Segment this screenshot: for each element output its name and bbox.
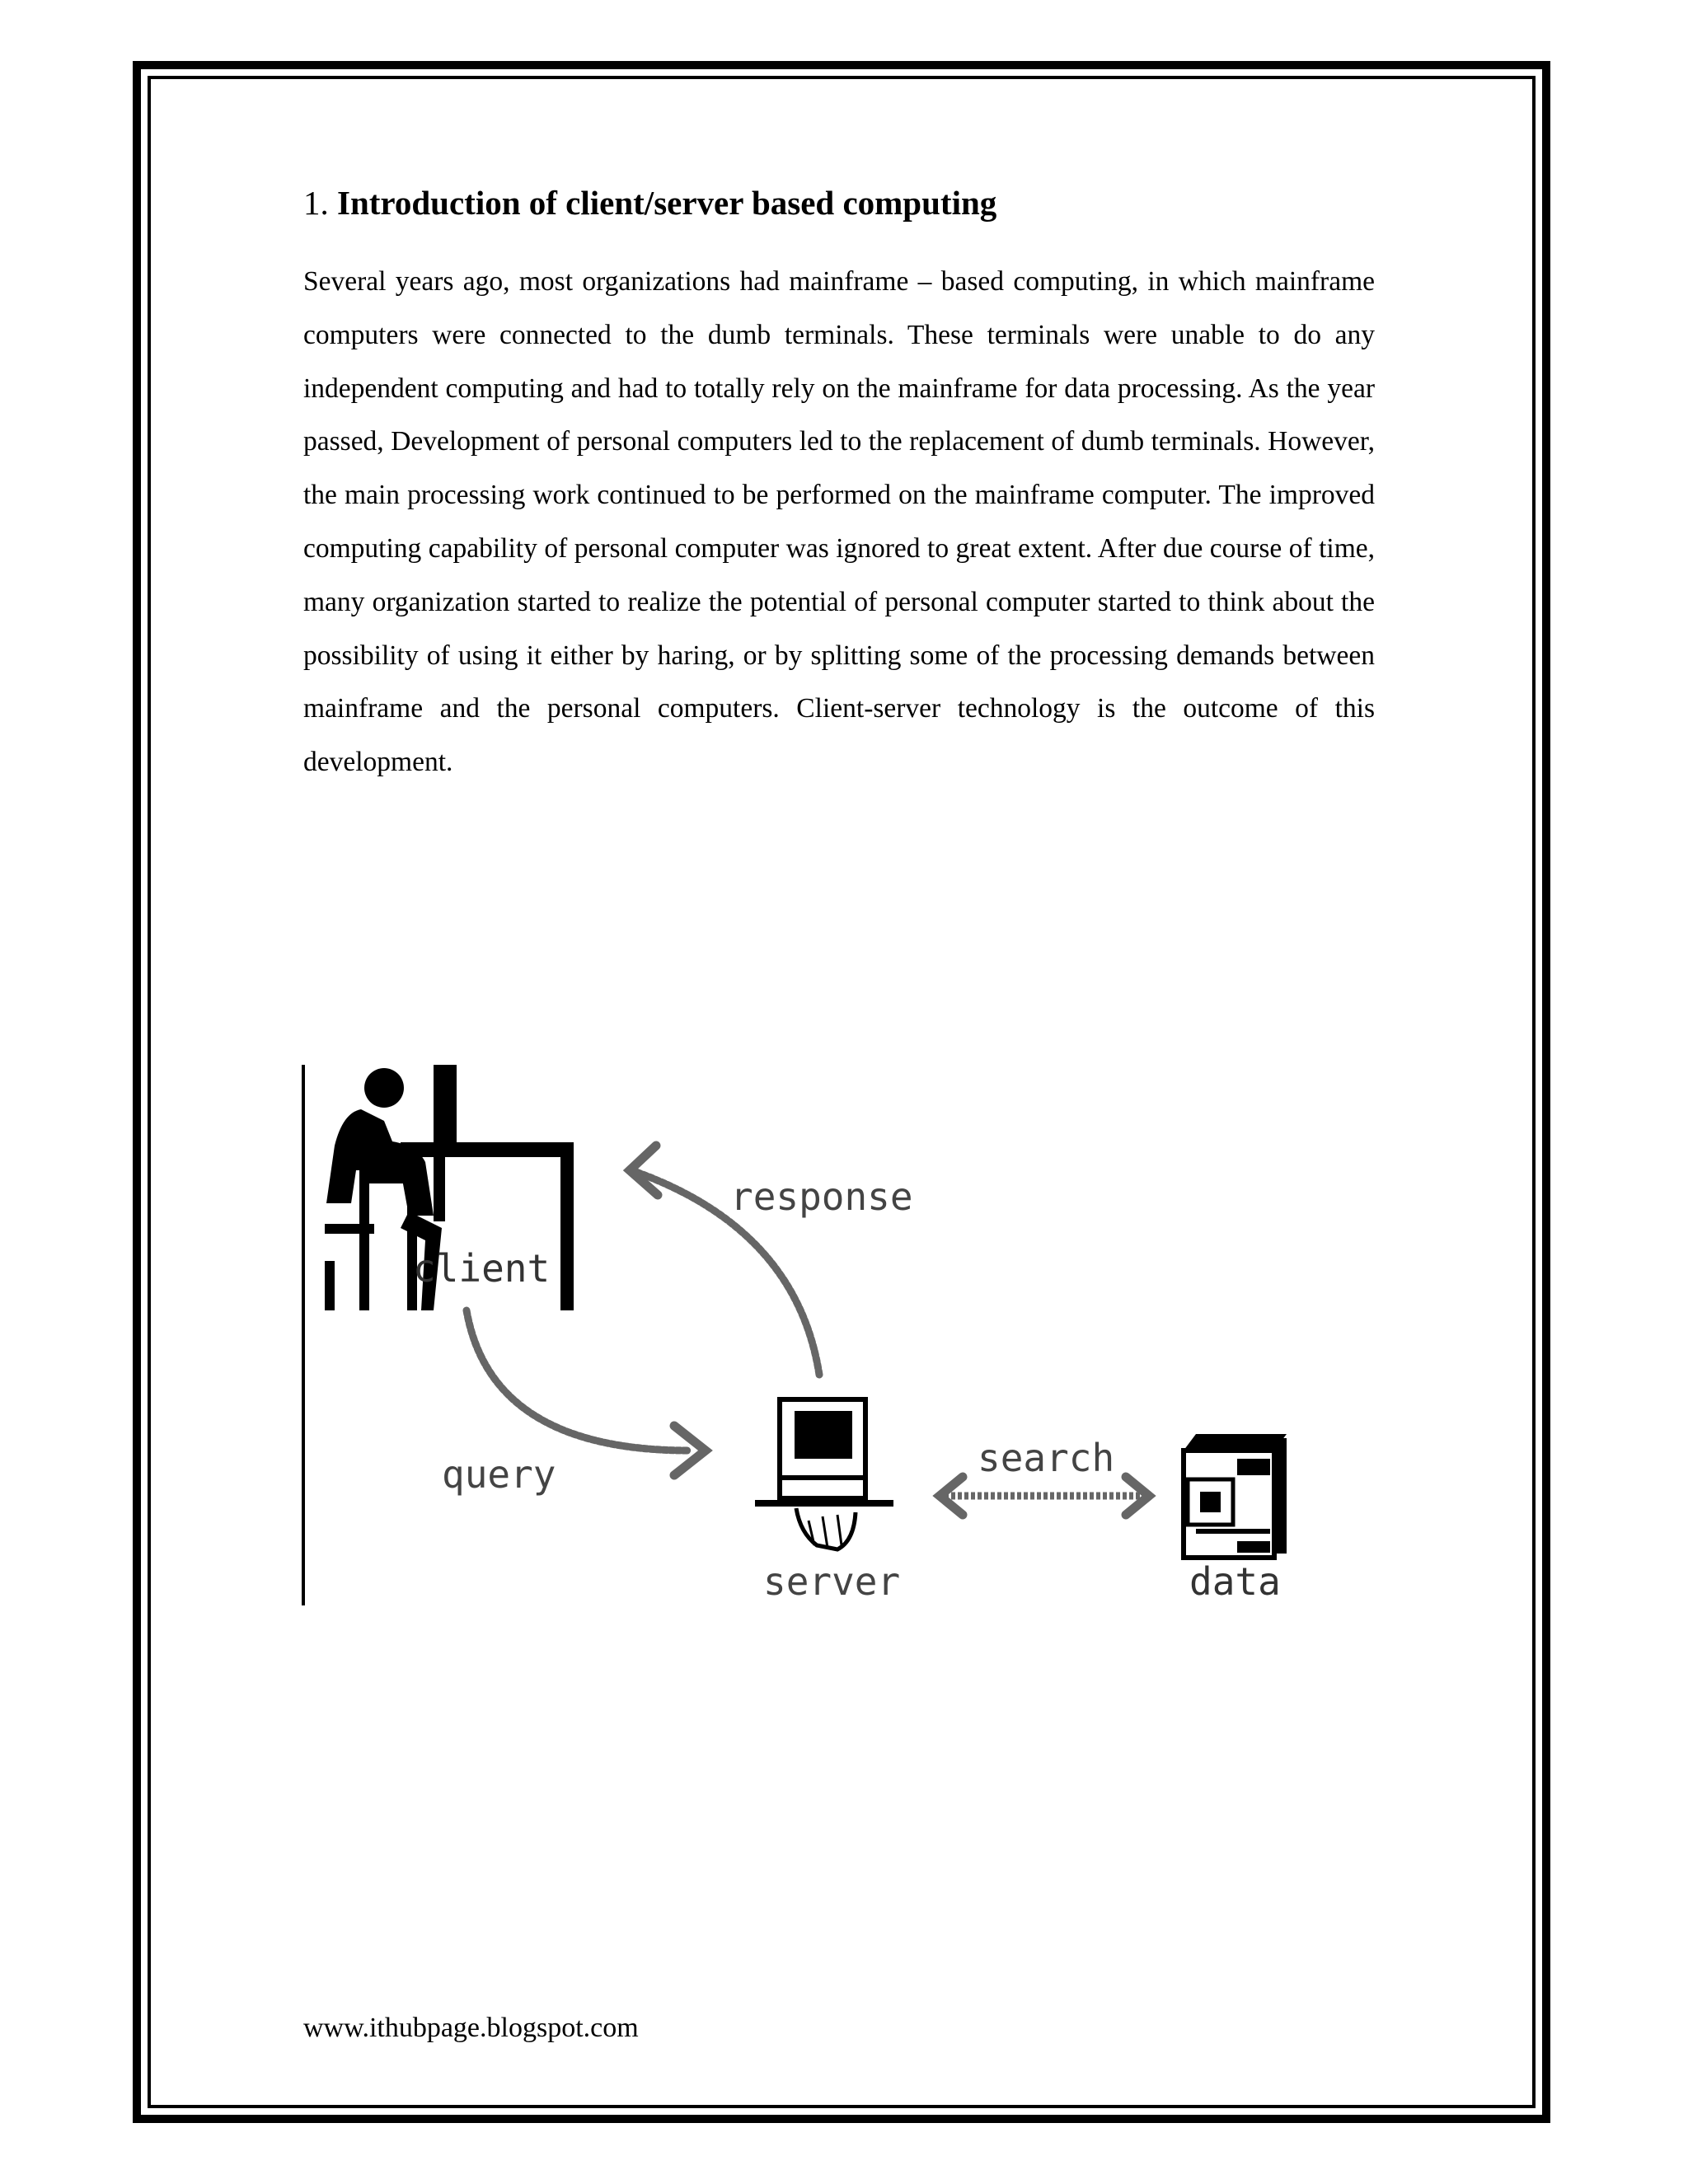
client-label: client bbox=[413, 1246, 551, 1291]
query-arrow bbox=[467, 1310, 689, 1451]
figure-left-rule bbox=[302, 1065, 305, 1605]
section-number: 1 bbox=[303, 184, 321, 222]
search-label: search bbox=[978, 1436, 1115, 1480]
server-computer-icon bbox=[755, 1399, 893, 1549]
response-arrowhead bbox=[630, 1146, 658, 1195]
body-paragraph: Several years ago, most organizations had mainframe – based computing, in which mainframe computers were connected to the dumb terminals. These terminals were unable to do any independent computing and had to totally rely on the mainframe for data processing. As the year passed, Development of personal computers led to the replacement of dumb terminals. However, the main processing work continued to be performed on the mainframe computer. The improved computing capability of personal computer was ignored to great extent. After due course of time, many organization started to realize the potential of personal computer started to think about the possibility of using it either by haring, or by splitting some of the processing demands between mainframe and the personal computers. Client-server technology is the outcome of this development. bbox=[303, 266, 1375, 778]
section-heading: 1. Introduction of client/server based computing bbox=[303, 184, 997, 222]
data-cabinet-icon bbox=[1184, 1434, 1287, 1558]
query-label: query bbox=[442, 1452, 556, 1497]
section-title: Introduction of client/server based computing bbox=[337, 184, 997, 222]
response-label: response bbox=[730, 1174, 913, 1219]
footer-url[interactable]: www.ithubpage.blogspot.com bbox=[303, 2013, 639, 2043]
data-label: data bbox=[1189, 1559, 1281, 1604]
client-server-diagram bbox=[302, 1063, 1348, 1607]
server-label: server bbox=[763, 1559, 901, 1604]
